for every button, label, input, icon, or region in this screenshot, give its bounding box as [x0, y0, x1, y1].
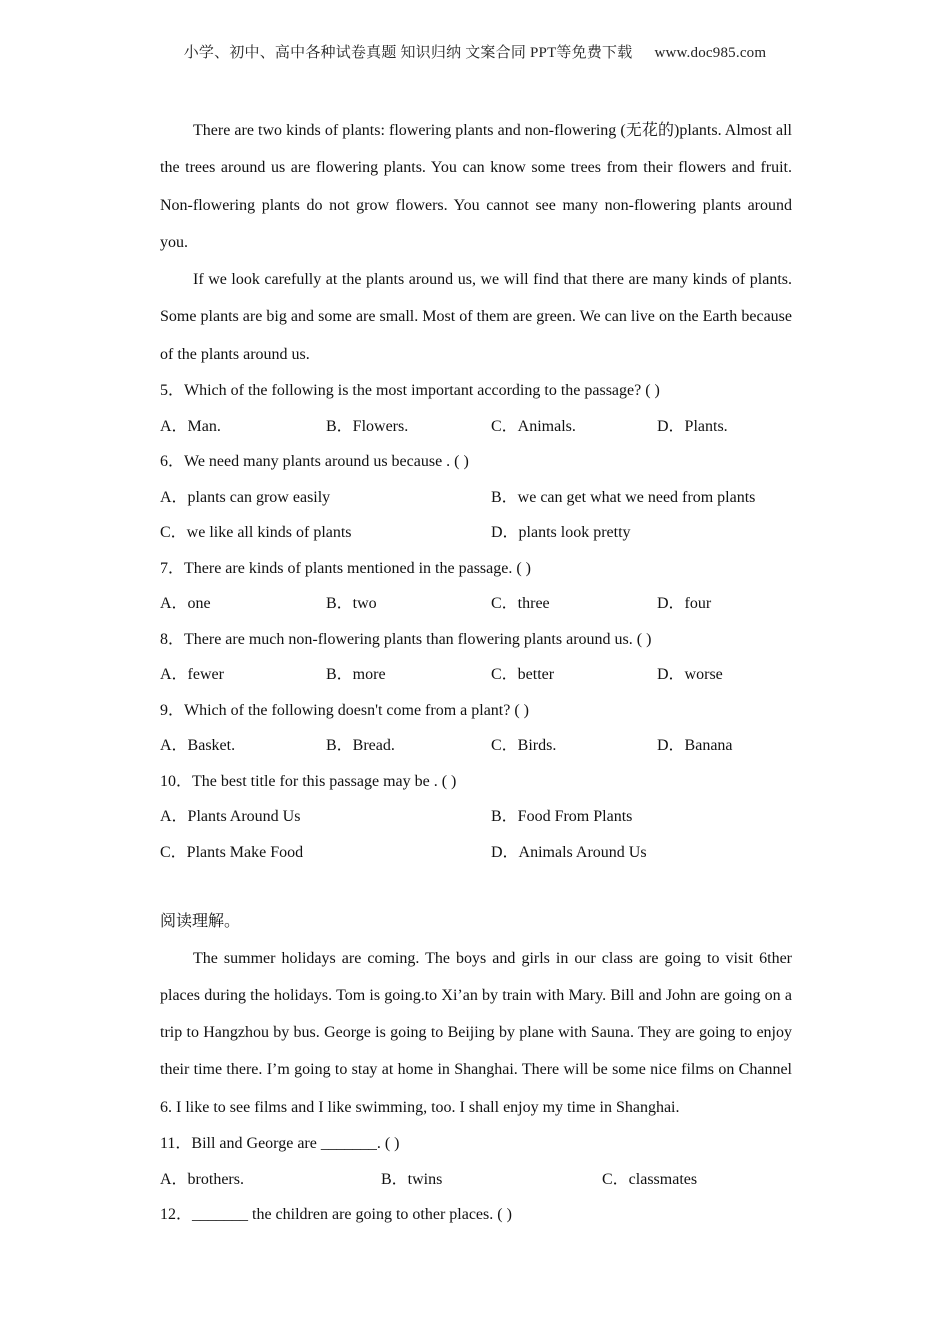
q8-option-a[interactable]: A．fewer — [160, 666, 224, 684]
q7-option-b[interactable]: B．two — [326, 595, 377, 613]
q7-option-c[interactable]: C．three — [491, 595, 550, 613]
section2-title: 阅读理解。 — [160, 913, 241, 931]
q11-option-b[interactable]: B．twins — [381, 1170, 443, 1188]
question-9-stem: 9．Which of the following doesn't come from a plant? ( ) — [160, 701, 530, 719]
q7-option-d[interactable]: D．four — [657, 595, 712, 613]
q10-option-b[interactable]: B．Food From Plants — [491, 808, 633, 826]
page-header — [0, 41, 950, 62]
q9-option-d[interactable]: D．Banana — [657, 737, 733, 755]
question-5-options — [160, 409, 792, 445]
question-6-options-row-1 — [160, 480, 792, 516]
q10-option-a[interactable]: A．Plants Around Us — [160, 808, 301, 826]
question-10-options-row-1 — [160, 799, 792, 835]
section-gap — [160, 870, 792, 904]
q6-option-d[interactable]: D．plants look pretty — [491, 524, 631, 542]
header-site: www.doc985.com — [654, 45, 767, 61]
question-10-stem: 10．The best title for this passage may be . ( ) — [160, 772, 457, 790]
q9-option-a[interactable]: A．Basket. — [160, 737, 236, 755]
q6-option-a[interactable]: A．plants can grow easily — [160, 488, 331, 506]
q10-option-d[interactable]: D．Animals Around Us — [491, 843, 647, 861]
q5-option-a[interactable]: A．Man. — [160, 417, 221, 435]
q5-option-d[interactable]: D．Plants. — [657, 417, 728, 435]
question-5-stem: 5．Which of the following is the most important according to the passage? ( ) — [160, 382, 660, 400]
q9-option-c[interactable]: C．Birds. — [491, 737, 557, 755]
question-6-options-row-2 — [160, 515, 792, 551]
q11-option-a[interactable]: A．brothers. — [160, 1170, 244, 1188]
q5-option-b[interactable]: B．Flowers. — [326, 417, 409, 435]
passage1-paragraph-1: There are two kinds of plants: flowering plants and non-flowering (无花的)plants. Almost all the trees around us are flowering plants. You can know some trees from their flowers and fruit. Non-flowering plants do not grow flowers. You cannot see many non-flowering plants around you. — [160, 122, 792, 251]
question-12-stem: 12．_______ the children are going to other places. ( ) — [160, 1206, 512, 1224]
question-6-stem: 6．We need many plants around us because . ( ) — [160, 453, 469, 471]
q8-option-c[interactable]: C．better — [491, 666, 555, 684]
q8-option-b[interactable]: B．more — [326, 666, 386, 684]
header-text: 小学、初中、高中各种试卷真题 知识归纳 文案合同 PPT等免费下载 — [183, 45, 633, 61]
q5-option-c[interactable]: C．Animals. — [491, 417, 576, 435]
exam-page — [160, 112, 792, 1233]
q6-option-c[interactable]: C．we like all kinds of plants — [160, 524, 352, 542]
q10-option-c[interactable]: C．Plants Make Food — [160, 843, 304, 861]
q9-option-b[interactable]: B．Bread. — [326, 737, 395, 755]
question-7-options — [160, 586, 792, 622]
question-7-stem: 7．There are kinds of plants mentioned in the passage. ( ) — [160, 559, 532, 577]
question-9-options — [160, 728, 792, 764]
question-11-options — [160, 1162, 792, 1198]
q7-option-a[interactable]: A．one — [160, 595, 211, 613]
question-8-stem: 8．There are much non-flowering plants than flowering plants around us. ( ) — [160, 630, 652, 648]
question-8-options — [160, 657, 792, 693]
question-11-stem: 11．Bill and George are _______. ( ) — [160, 1135, 400, 1153]
question-10-options-row-2 — [160, 835, 792, 871]
q11-option-c[interactable]: C．classmates — [602, 1170, 698, 1188]
q6-option-b[interactable]: B．we can get what we need from plants — [491, 488, 756, 506]
q8-option-d[interactable]: D．worse — [657, 666, 723, 684]
passage2-paragraph: The summer holidays are coming. The boys and girls in our class are going to visit 6ther places during the holidays. Tom is going.to Xi’an by train with Mary. Bill and John are going on a trip to Hangzhou by bus. George is going to Beijing by plane with Sauna. They are going to enjoy their time there. I’m going to stay at home in Shanghai. There will be some nice films on Channel 6. I like to see films and I like swimming, too. I shall enjoy my time in Shanghai. — [160, 949, 792, 1116]
passage1-paragraph-2: If we look carefully at the plants around us, we will find that there are many kinds of plants. Some plants are big and some are small. Most of them are green. We can live on the Earth because of the plants around us. — [160, 271, 792, 363]
